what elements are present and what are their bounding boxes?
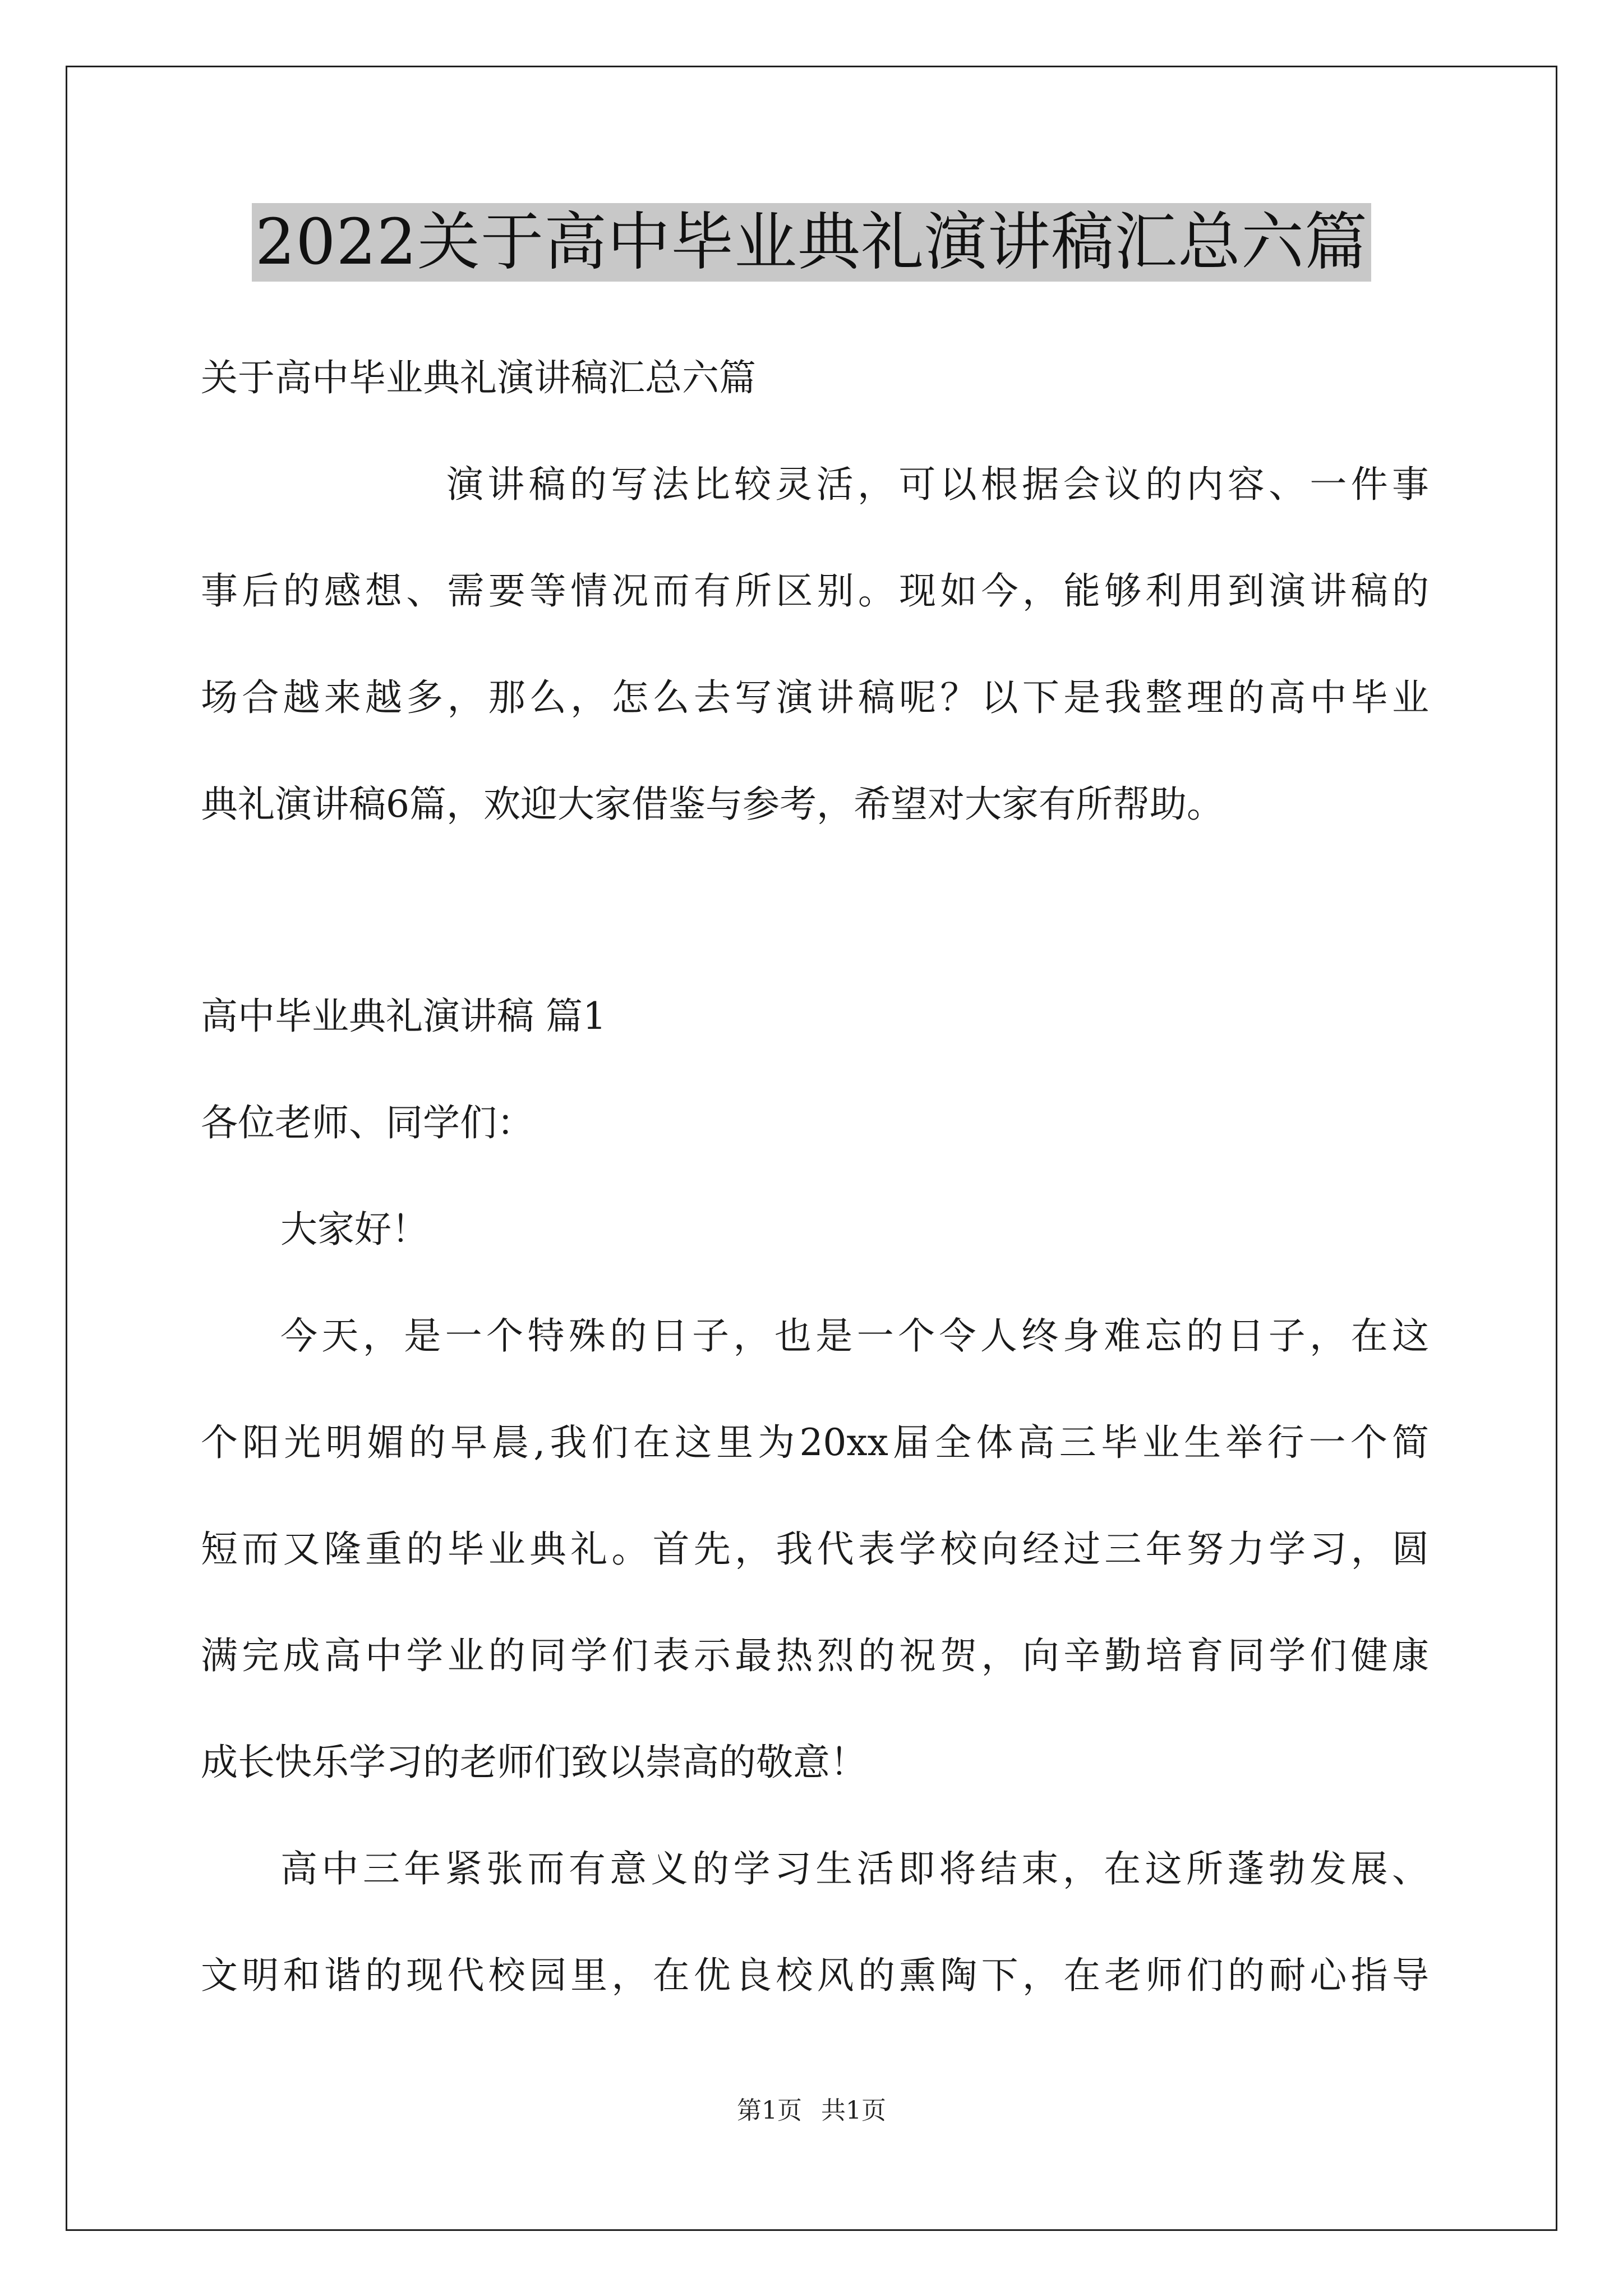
title-container bbox=[0, 203, 1623, 282]
paragraph1-line-1: 今天，是一个特殊的日子，也是一个令人终身难忘的日子，在这 bbox=[280, 1314, 1429, 1358]
paragraph2-line-2: 文明和谐的现代校园里，在优良校风的熏陶下，在老师们的耐心指导 bbox=[201, 1954, 1429, 1997]
paragraph2-line-1: 高中三年紧张而有意义的学习生活即将结束，在这所蓬勃发展、 bbox=[280, 1847, 1429, 1890]
intro-line-4: 典礼演讲稿6篇，欢迎大家借鉴与参考，希望对大家有所帮助。 bbox=[201, 783, 1224, 826]
document-subtitle: 关于高中毕业典礼演讲稿汇总六篇 bbox=[201, 356, 756, 399]
document-title: 2022关于高中毕业典礼演讲稿汇总六篇 bbox=[252, 203, 1371, 282]
greeting: 大家好！ bbox=[280, 1208, 428, 1251]
page-footer bbox=[0, 2095, 1623, 2127]
paragraph1-line-4: 满完成高中学业的同学们表示最热烈的祝贺，向辛勤培育同学们健康 bbox=[201, 1634, 1429, 1677]
salutation: 各位老师、同学们： bbox=[201, 1101, 534, 1144]
paragraph1-line-2: 个阳光明媚的早晨,我们在这里为20xx届全体高三毕业生举行一个简 bbox=[201, 1421, 1429, 1464]
page-number: 第1页 bbox=[737, 2096, 802, 2125]
paragraph1-line-5: 成长快乐学习的老师们致以崇高的敬意！ bbox=[201, 1741, 867, 1784]
intro-line-3: 场合越来越多，那么，怎么去写演讲稿呢？以下是我整理的高中毕业 bbox=[201, 676, 1429, 719]
intro-line-2: 事后的感想、需要等情况而有所区别。现如今，能够利用到演讲稿的 bbox=[201, 569, 1429, 613]
section-heading: 高中毕业典礼演讲稿 篇1 bbox=[201, 995, 606, 1038]
paragraph1-line-3: 短而又隆重的毕业典礼。首先，我代表学校向经过三年努力学习，圆 bbox=[201, 1527, 1429, 1571]
intro-line-1: 演讲稿的写法比较灵活，可以根据会议的内容、一件事 bbox=[446, 463, 1429, 506]
page-total: 共1页 bbox=[821, 2096, 886, 2125]
